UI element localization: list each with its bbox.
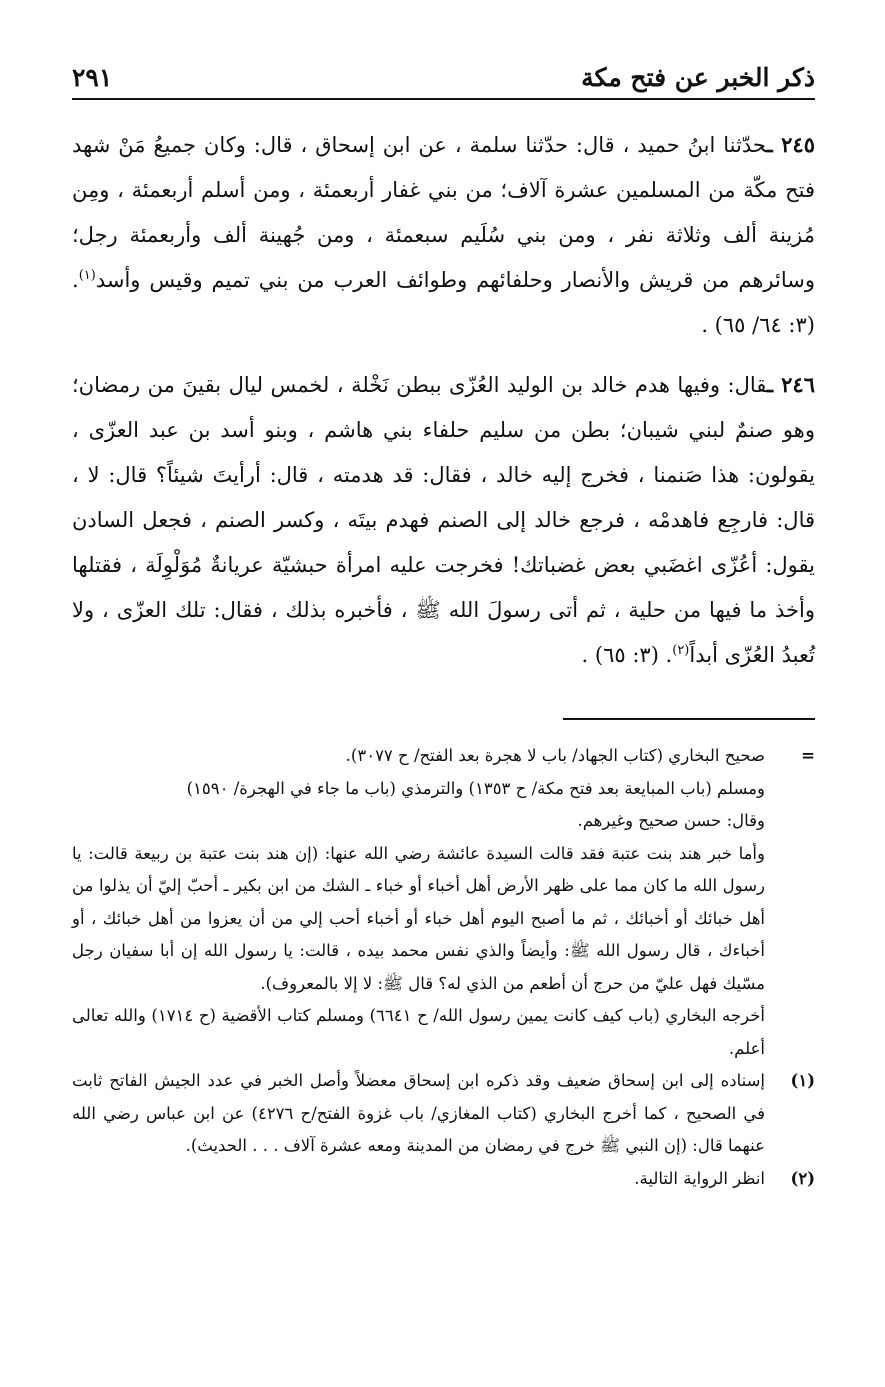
footnote-ref: (٢) (672, 643, 690, 658)
footnote-line: وقال: حسن صحيح وغيرهم. (577, 811, 765, 830)
narration-text: حدّثنا ابنُ حميد ، قال: حدّثنا سلمة ، عن ابن إسحاق ، قال: وكان جميعُ مَنْ شهد فتح مكّة من المسلمين عشرة آلاف؛ من بني غفار أربعمئة ، ومن أسلم أربعمئة ، ومِن مُزينة ألف وثلاثة نفر ، ومن بني سُلَيم سبعمئة ، ومن جُهينة ألف وأربعمئة رجل؛ وسائرهم من قريش والأنصار وحلفائهم وطوائف العرب من بني تميم وقيس وأسد (72, 133, 815, 292)
footnote-body (72, 1065, 765, 1163)
footnote-mark: (٢) (790, 1168, 815, 1188)
footnote-continued (72, 740, 815, 1065)
footnote-line: ومسلم (باب المبايعة بعد فتح مكة/ ح ١٣٥٣) والترمذي (باب ما جاء في الهجرة/ ١٥٩٠) (186, 778, 765, 798)
footnote-line: وأما خبر هند بنت عتبة فقد قالت السيدة عائشة رضي الله عنها: (إن هند بنت عتبة بن ربيعة قالت: يا رسول الله ما كان مما على ظهر الأرض أهل أخباء أو خباء ـ الشك من ابن بكير ـ أحبّ إليّ أن يذلوا من أهل خبائك أو أخبائك ، ثم ما أصبح اليوم أهل خباء أو أخباء أحب إلي من أن يعزوا من أهل خبائك ، أو أخباءك ، قال رسول الله ﷺ: وأيضاً والذي نفس محمد بيده ، قالت: يا رسول الله إن أبا سفيان رجل مسّيك فهل عليّ من حرج أن أطعم من الذي له؟ قال ﷺ: لا إلا بالمعروف). (72, 843, 765, 993)
footnote-line: انظر الرواية التالية. (634, 1168, 765, 1188)
narration-245 (72, 122, 815, 348)
narration-number: ٢٤٥ ـ (766, 132, 815, 157)
running-header (72, 52, 815, 100)
footnote-body (72, 740, 765, 1065)
chapter-title: ذكر الخبر عن فتح مكة (581, 63, 815, 92)
page-number: ٢٩١ (72, 63, 113, 92)
footnote-mark: (١) (790, 1071, 815, 1090)
footnotes (72, 740, 815, 1195)
narration-number: ٢٤٦ ـ (766, 372, 815, 397)
footnote-line: صحيح البخاري (كتاب الجهاد/ باب لا هجرة بعد الفتح/ ح ٣٠٧٧). (345, 746, 765, 765)
footnote-line: أخرجه البخاري (باب كيف كانت يمين رسول الله/ ح ٦٦٤١) ومسلم كتاب الأقضية (ح ١٧١٤) والله تعالى أعلم. (72, 1006, 765, 1058)
footnote-ref: (١) (78, 268, 96, 283)
footnote-2 (72, 1163, 815, 1196)
narration-text: قال: وفيها هدم خالد بن الوليد العُزّى ببطن نَخْلة ، لخمس ليال بقينَ من رمضان؛ وهو صنمٌ لبني شيبان؛ بطن من سليم حلفاء بني هاشم ، وبنو أسد بن عبد العزّى ، يقولون: هذا صَنمنا ، فخرج إليه خالد ، فقال: قد هدمته ، قال: أرأيتَ شيئاً؟ قال: لا ، قال: فارجِع فاهدمْه ، فرجع خالد إلى الصنم فهدم بيتَه ، وكسر الصنم ، فجعل السادن يقول: أعُزّى اغضَبي بعض غضباتك! فخرجت عليه امرأة حبشيّة عريانةٌ مُوَلْوِلَة ، فقتلها وأخذ ما فيها من حلية ، ثم أتى رسولَ الله ﷺ ، فأخبره بذلك ، فقال: تلك العزّى ، ولا تُعبدُ العُزّى أبداً (72, 373, 815, 667)
footnote-1 (72, 1065, 815, 1163)
footnote-line: إسناده إلى ابن إسحاق ضعيف وقد ذكره ابن إسحاق معضلاً وأصل الخبر في عدد الجيش الفاتح ثابت في الصحيح ، كما أخرج البخاري (كتاب المغازي/ باب غزوة الفتح/ح ٤٢٧٦) عن ابن عباس رضي الله عنهما قال: (إن النبي ﷺ خرج في رمضان من المدينة ومعه عشرة آلاف . . . الحديث). (72, 1071, 765, 1155)
footnote-mark: = (801, 746, 815, 765)
footnote-body (72, 1163, 765, 1196)
main-text (72, 122, 815, 692)
citation: . (٣: ٦٤/ ٦٥) . (72, 268, 815, 337)
footnote-divider (563, 718, 815, 720)
narration-246 (72, 362, 815, 678)
citation: . (٣: ٦٥) . (581, 643, 673, 667)
